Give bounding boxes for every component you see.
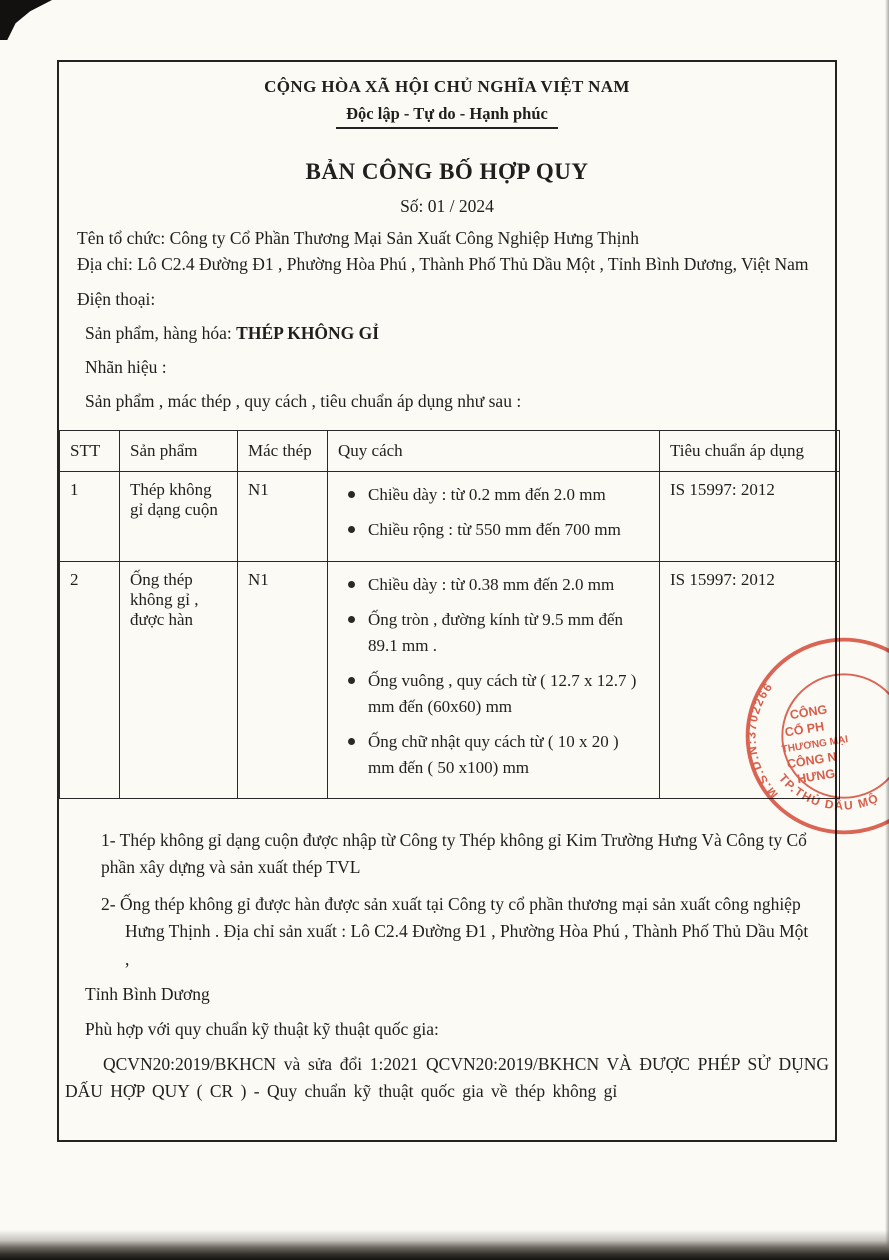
notes-section xyxy=(59,827,835,1105)
cell-stt: 1 xyxy=(60,471,120,561)
note-item-2: 2- Ống thép không gỉ được hàn được sản xuất tại Công ty cổ phần thương mại sản xuất công nghiệp Hưng Thịnh . Địa chỉ sản xuất : Lô C2.4 Đường Đ1 , Phường Hòa Phú , Thành Phố Thủ Dầu Một , xyxy=(101,894,809,969)
stamp-center-line: CÔNG xyxy=(788,702,829,723)
cell-grade: N1 xyxy=(238,471,328,561)
spec-bullet: Chiều rộng : từ 550 mm đến 700 mm xyxy=(338,517,649,543)
product-line xyxy=(85,320,819,346)
stamp-registration-number: M.S.D.N:3702266 xyxy=(744,679,781,802)
document-title: BẢN CÔNG BỐ HỢP QUY xyxy=(305,159,589,184)
stamp-center-line: CỔ PH xyxy=(783,719,826,740)
phone-line: Điện thoại: xyxy=(77,288,156,309)
column-header-product: Sản phẩm xyxy=(120,430,238,471)
cell-standard: IS 15997: 2012 xyxy=(660,561,840,799)
document-number: Số: 01 / 2024 xyxy=(400,196,494,216)
spec-bullet-list xyxy=(338,482,649,543)
product-label: Sản phẩm, hàng hóa: xyxy=(85,322,237,343)
national-motto-text: Độc lập - Tự do - Hạnh phúc xyxy=(336,104,558,129)
conformity-statement: QCVN20:2019/BKHCN và sửa đổi 1:2021 QCVN20:2019/BKHCN VÀ ĐƯỢC PHÉP SỬ DỤNG DẤU HỢP QUY ( CR ) - Quy chuẩn kỹ thuật quốc gia về thép không gỉ xyxy=(65,1053,829,1101)
country-title: CỘNG HÒA XÃ HỘI CHỦ NGHĨA VIỆT NAM xyxy=(264,77,630,96)
cell-spec xyxy=(328,561,660,799)
column-header-stt: STT xyxy=(60,430,120,471)
product-value: THÉP KHÔNG GỈ xyxy=(236,322,380,343)
table-intro-line: Sản phẩm , mác thép , quy cách , tiêu chuẩn áp dụng như sau : xyxy=(85,391,522,412)
spec-bullet: Ống tròn , đường kính từ 9.5 mm đến 89.1 mm . xyxy=(338,607,649,658)
scan-bottom-shadow xyxy=(0,1230,889,1260)
spec-bullet: Ống vuông , quy cách từ ( 12.7 x 12.7 ) mm đến (60x60) mm xyxy=(338,668,649,719)
spec-bullet-list xyxy=(338,572,649,781)
brand-line: Nhãn hiệu : xyxy=(85,357,167,377)
national-motto xyxy=(59,104,835,129)
column-header-grade: Mác thép xyxy=(238,430,328,471)
scan-edge-shadow xyxy=(885,0,889,1260)
table-header-row xyxy=(60,430,840,471)
stamp-city-text: TP.THỦ DẦU MỘ xyxy=(775,771,882,813)
document-border-frame xyxy=(57,60,837,1142)
note-item-1: 1- Thép không gỉ dạng cuộn được nhập từ Công ty Thép không gỉ Kim Trường Hưng Và Công ty Cổ phần xây dựng và sản xuất thép TVL xyxy=(101,830,807,878)
table-row xyxy=(60,561,840,799)
cell-spec xyxy=(328,471,660,561)
address-text: Địa chỉ: Lô C2.4 Đường Đ1 , Phường Hòa Phú , Thành Phố Thủ Dầu Một , Tỉnh Bình Dương, Việt Nam xyxy=(77,254,809,275)
province-line: Tỉnh Bình Dương xyxy=(85,983,210,1004)
table-row xyxy=(60,471,840,561)
stamp-center-line: HƯNG xyxy=(796,766,837,787)
column-header-spec: Quy cách xyxy=(328,430,660,471)
specification-table xyxy=(59,430,840,800)
cell-product: Ống thép không gỉ , được hàn xyxy=(120,561,238,799)
column-header-standard: Tiêu chuẩn áp dụng xyxy=(660,430,840,471)
scan-corner-artifact xyxy=(0,0,52,40)
organization-line xyxy=(77,225,819,278)
organization-text: Tên tổ chức: Công ty Cổ Phần Thương Mại Sản Xuất Công Nghiệp Hưng Thịnh xyxy=(77,228,640,248)
stamp-center-line: THƯƠNG MẠI xyxy=(780,734,849,756)
spec-bullet: Ống chữ nhật quy cách từ ( 10 x 20 ) mm đến ( 50 x100) mm xyxy=(338,729,649,780)
cell-product: Thép không gỉ dạng cuộn xyxy=(120,471,238,561)
spec-bullet: Chiều dày : từ 0.2 mm đến 2.0 mm xyxy=(338,482,649,508)
conformity-intro: Phù hợp với quy chuẩn kỹ thuật kỹ thuật quốc gia: xyxy=(85,1018,439,1039)
cell-grade: N1 xyxy=(238,561,328,799)
cell-standard: IS 15997: 2012 xyxy=(660,471,840,561)
cell-stt: 2 xyxy=(60,561,120,799)
stamp-center-line: CÔNG N xyxy=(785,749,838,772)
national-header xyxy=(59,77,835,129)
spec-bullet: Chiều dày : từ 0.38 mm đến 2.0 mm xyxy=(338,572,649,598)
